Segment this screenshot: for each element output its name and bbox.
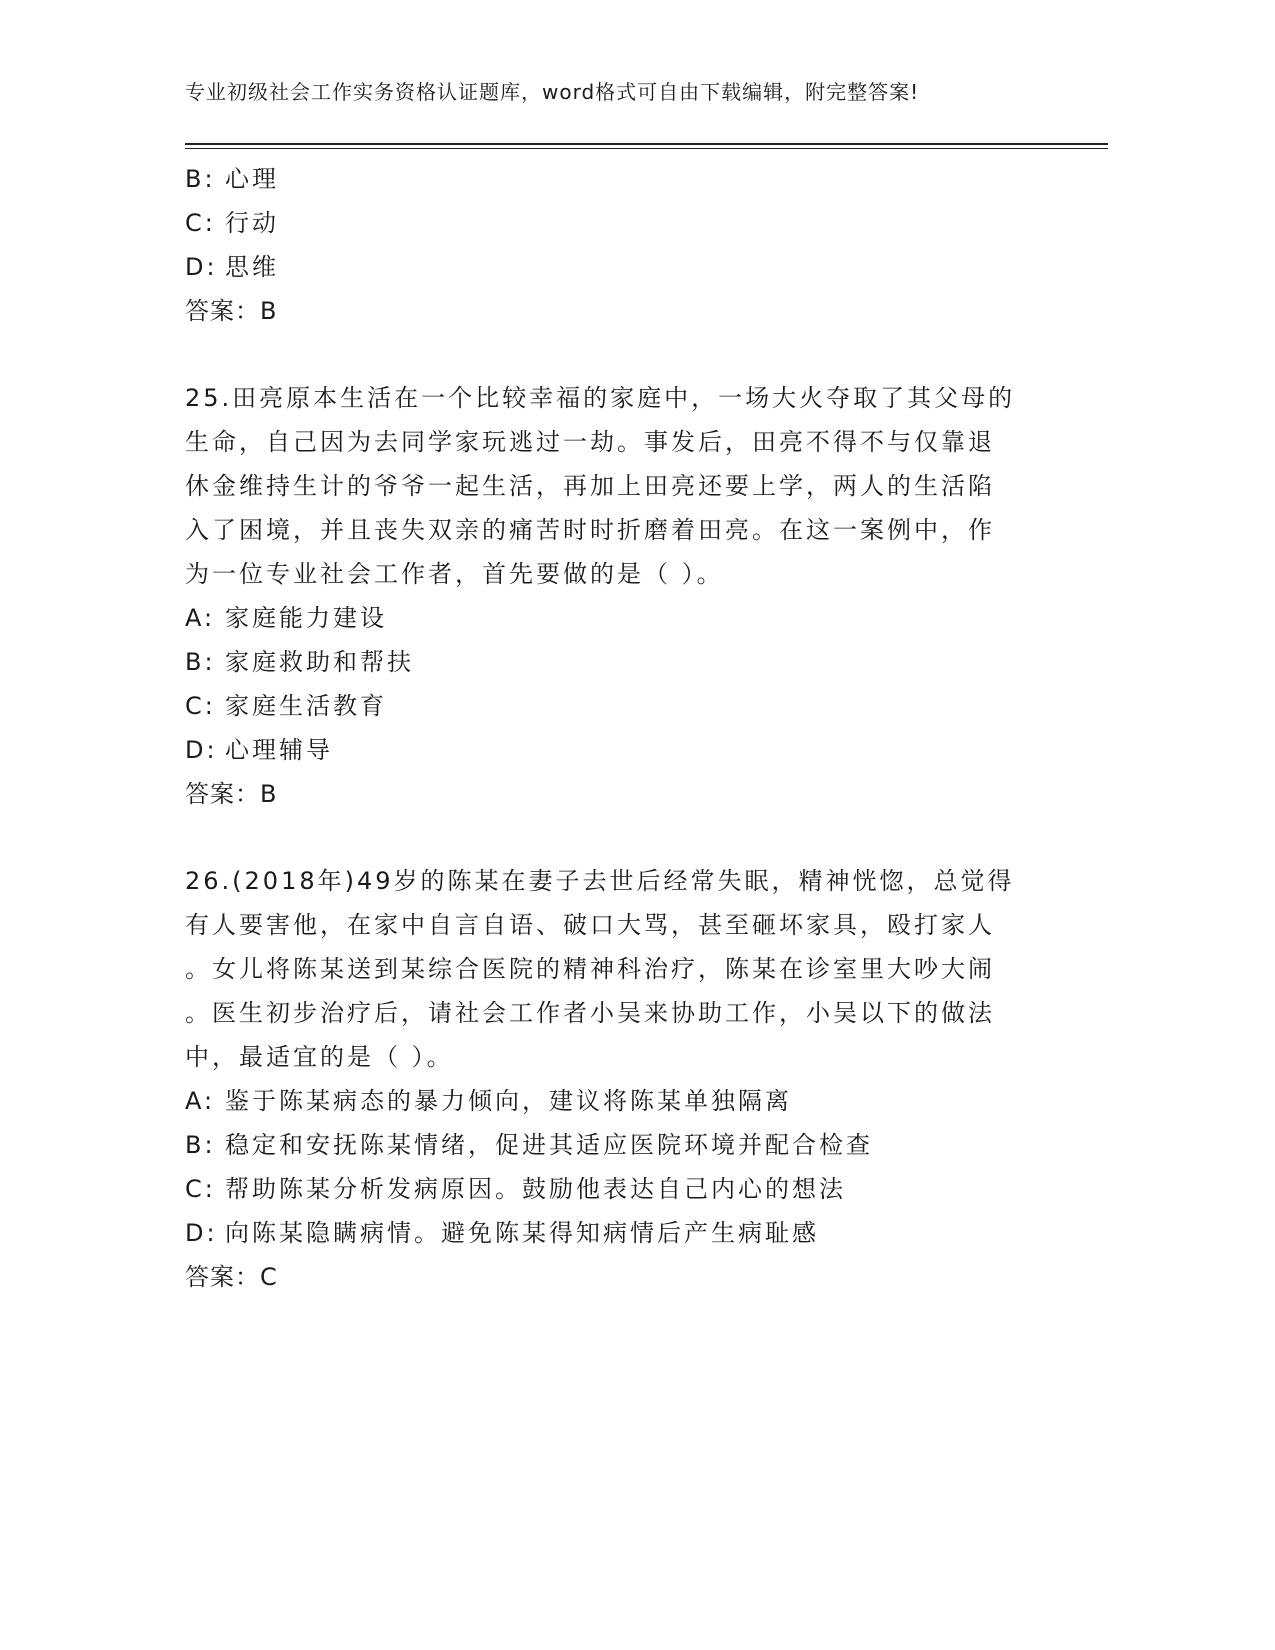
question-25 <box>185 376 1065 816</box>
answer: 答案：C <box>185 1263 278 1291</box>
question-text-line: 休金维持生计的爷爷一起生活，再加上田亮还要上学，两人的生活陷 <box>185 472 995 500</box>
document-body <box>185 157 1065 1299</box>
option-d: D: 向陈某隐瞒病情。避免陈某得知病情后产生病耻感 <box>185 1219 819 1247</box>
option-c: C: 行动 <box>185 209 279 237</box>
page-header: 专业初级社会工作实务资格认证题库，word格式可自由下载编辑，附完整答案! <box>185 80 920 104</box>
question-text-line: 。女儿将陈某送到某综合医院的精神科治疗，陈某在诊室里大吵大闹 <box>185 955 995 983</box>
option-a: A: 鉴于陈某病态的暴力倾向，建议将陈某单独隔离 <box>185 1087 792 1115</box>
option-d: D: 思维 <box>185 253 279 281</box>
question-text-line: 生命，自己因为去同学家玩逃过一劫。事发后，田亮不得不与仅靠退 <box>185 428 995 456</box>
question-text-line: 中，最适宜的是（ ）。 <box>185 1043 454 1071</box>
question-text-line: 有人要害他，在家中自言自语、破口大骂，甚至砸坏家具，殴打家人 <box>185 911 995 939</box>
option-b: B: 稳定和安抚陈某情绪，促进其适应医院环境并配合检查 <box>185 1131 873 1159</box>
question-26 <box>185 859 1065 1299</box>
question-text-line: 。医生初步治疗后，请社会工作者小吴来协助工作，小吴以下的做法 <box>185 999 995 1027</box>
question-text-line: 入了困境，并且丧失双亲的痛苦时时折磨着田亮。在这一案例中，作 <box>185 516 995 544</box>
option-a: A: 家庭能力建设 <box>185 604 387 632</box>
option-d: D: 心理辅导 <box>185 736 333 764</box>
option-c: C: 帮助陈某分析发病原因。鼓励他表达自己内心的想法 <box>185 1175 846 1203</box>
question-text-line: 25.田亮原本生活在一个比较幸福的家庭中，一场大火夺取了其父母的 <box>185 384 1016 412</box>
answer: 答案：B <box>185 780 278 808</box>
option-c: C: 家庭生活教育 <box>185 692 387 720</box>
header-rule-thin <box>185 148 1108 149</box>
option-b: B: 心理 <box>185 165 279 193</box>
option-b: B: 家庭救助和帮扶 <box>185 648 414 676</box>
question-text-line: 26.(2018年)49岁的陈某在妻子去世后经常失眠，精神恍惚，总觉得 <box>185 867 1015 895</box>
question-text-line: 为一位专业社会工作者，首先要做的是（ ）。 <box>185 560 724 588</box>
header-rule <box>185 143 1108 145</box>
prev-question <box>185 157 1065 333</box>
answer: 答案：B <box>185 297 278 325</box>
